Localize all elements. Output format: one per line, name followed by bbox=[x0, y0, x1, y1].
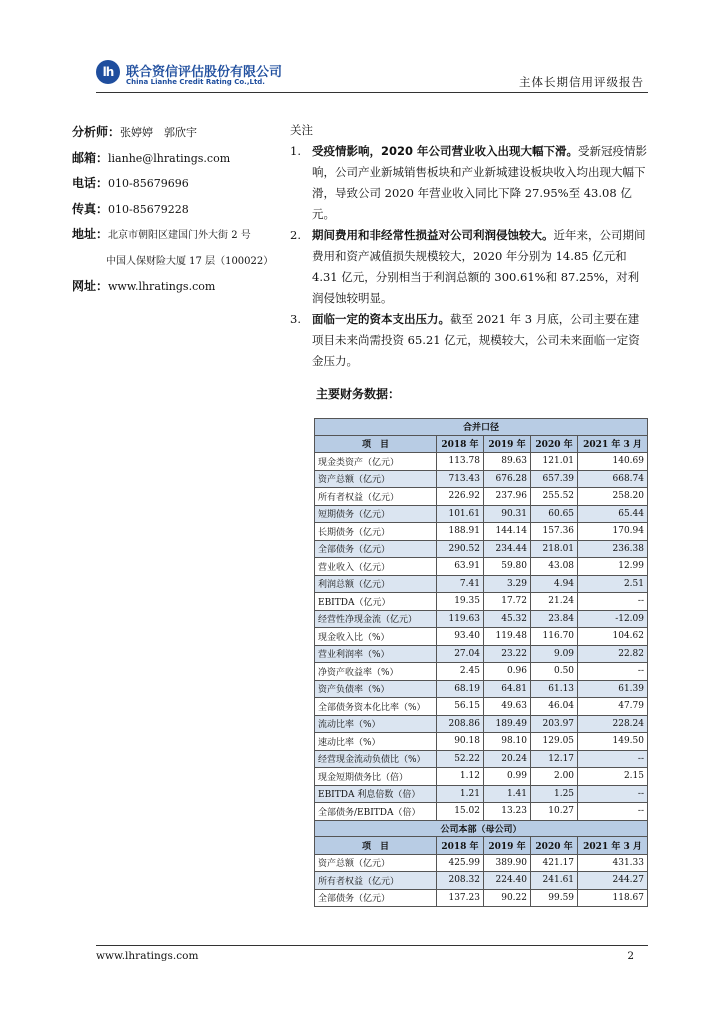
row-label: EBITDA 利息倍数（倍） bbox=[315, 785, 437, 803]
cell-value: -- bbox=[578, 593, 648, 611]
cell-value: 116.70 bbox=[531, 628, 578, 646]
cell-value: 425.99 bbox=[436, 854, 483, 872]
phone-value: 010-85679696 bbox=[108, 177, 189, 190]
table-row bbox=[315, 628, 648, 646]
cell-value: 0.96 bbox=[483, 663, 530, 681]
consolidated-label: 合并口径 bbox=[315, 419, 648, 436]
website-value: www.lhratings.com bbox=[108, 280, 216, 293]
cell-value: 241.61 bbox=[531, 872, 578, 890]
cell-value: 68.19 bbox=[436, 680, 483, 698]
row-label: 所有者权益（亿元） bbox=[315, 488, 437, 506]
table-row bbox=[315, 768, 648, 786]
cell-value: 61.13 bbox=[531, 680, 578, 698]
financial-title: 主要财务数据： bbox=[316, 387, 401, 401]
footer-website: www.lhratings.com bbox=[96, 950, 199, 962]
cell-value: 668.74 bbox=[578, 470, 648, 488]
cell-value: 1.21 bbox=[436, 785, 483, 803]
cell-value: 101.61 bbox=[436, 505, 483, 523]
page-header bbox=[96, 58, 648, 93]
cell-value: 9.09 bbox=[531, 645, 578, 663]
cell-value: 208.86 bbox=[436, 715, 483, 733]
cell-value: 15.02 bbox=[436, 803, 483, 821]
cell-value: 1.41 bbox=[483, 785, 530, 803]
cell-value: 90.31 bbox=[483, 505, 530, 523]
cell-value: 157.36 bbox=[531, 523, 578, 541]
phone-row: 电话：010-85679696 bbox=[72, 176, 189, 190]
report-type: 主体长期信用评级报告 bbox=[519, 75, 644, 89]
row-label: 现金类资产（亿元） bbox=[315, 453, 437, 471]
cell-value: 0.99 bbox=[483, 768, 530, 786]
table-row bbox=[315, 470, 648, 488]
cell-value: -- bbox=[578, 750, 648, 768]
cell-value: 64.81 bbox=[483, 680, 530, 698]
focus-item: 1. 受疫情影响，2020 年公司营业收入出现大幅下滑。受新冠疫情影响，公司产业新城销售板块和产业新城建设板块收入均出现大幅下滑，导致公司 2020 年营业收入同比下降 27.95%至 43.08 亿元。 bbox=[290, 144, 648, 221]
row-label: 全部债务（亿元） bbox=[315, 540, 437, 558]
company-logo-icon: lh bbox=[96, 60, 120, 84]
cell-value: 52.22 bbox=[436, 750, 483, 768]
cell-value: 149.50 bbox=[578, 733, 648, 751]
cell-value: 657.39 bbox=[531, 470, 578, 488]
cell-value: 13.23 bbox=[483, 803, 530, 821]
table-row bbox=[315, 750, 648, 768]
row-label: 全部债务（亿元） bbox=[315, 889, 437, 907]
contact-block bbox=[72, 120, 292, 300]
cell-value: 65.44 bbox=[578, 505, 648, 523]
row-label: EBITDA（亿元） bbox=[315, 593, 437, 611]
cell-value: 144.14 bbox=[483, 523, 530, 541]
table-row bbox=[315, 680, 648, 698]
cell-value: 258.20 bbox=[578, 488, 648, 506]
row-label: 经营现金流动负债比（%） bbox=[315, 750, 437, 768]
cell-value: 208.32 bbox=[436, 872, 483, 890]
cell-value: 21.24 bbox=[531, 593, 578, 611]
row-label: 资产总额（亿元） bbox=[315, 470, 437, 488]
cell-value: -12.09 bbox=[578, 610, 648, 628]
cell-value: 129.05 bbox=[531, 733, 578, 751]
cell-value: 49.63 bbox=[483, 698, 530, 716]
focus-heading: 关注 bbox=[290, 123, 313, 137]
table-row bbox=[315, 785, 648, 803]
row-label: 净资产收益率（%） bbox=[315, 663, 437, 681]
website-row: 网址：www.lhratings.com bbox=[72, 279, 216, 293]
cell-value: 23.22 bbox=[483, 645, 530, 663]
cell-value: 61.39 bbox=[578, 680, 648, 698]
cell-value: 23.84 bbox=[531, 610, 578, 628]
table-row bbox=[315, 645, 648, 663]
cell-value: 27.04 bbox=[436, 645, 483, 663]
table-row bbox=[315, 453, 648, 471]
company-name-cn: 联合资信评估股份有限公司 bbox=[126, 65, 283, 80]
row-label: 流动比率（%） bbox=[315, 715, 437, 733]
cell-value: 3.29 bbox=[483, 575, 530, 593]
cell-value: 59.80 bbox=[483, 558, 530, 576]
table-row bbox=[315, 488, 648, 506]
row-label: 速动比率（%） bbox=[315, 733, 437, 751]
financial-table bbox=[314, 418, 648, 907]
table-row bbox=[315, 889, 648, 907]
cell-value: 237.96 bbox=[483, 488, 530, 506]
cell-value: -- bbox=[578, 663, 648, 681]
cell-value: 63.91 bbox=[436, 558, 483, 576]
cell-value: -- bbox=[578, 785, 648, 803]
cell-value: 170.94 bbox=[578, 523, 648, 541]
cell-value: 2.45 bbox=[436, 663, 483, 681]
fax-row: 传真：010-85679228 bbox=[72, 201, 189, 216]
cell-value: 60.65 bbox=[531, 505, 578, 523]
cell-value: 431.33 bbox=[578, 854, 648, 872]
cell-value: 46.04 bbox=[531, 698, 578, 716]
page-number: 2 bbox=[627, 950, 634, 962]
table-row bbox=[315, 663, 648, 681]
cell-value: 389.90 bbox=[483, 854, 530, 872]
cell-value: 99.59 bbox=[531, 889, 578, 907]
cell-value: 7.41 bbox=[436, 575, 483, 593]
cell-value: 12.99 bbox=[578, 558, 648, 576]
row-label: 全部债务/EBITDA（倍） bbox=[315, 803, 437, 821]
cell-value: 47.79 bbox=[578, 698, 648, 716]
cell-value: 104.62 bbox=[578, 628, 648, 646]
page-footer bbox=[96, 945, 648, 962]
table-row bbox=[315, 558, 648, 576]
cell-value: -- bbox=[578, 803, 648, 821]
cell-value: 12.17 bbox=[531, 750, 578, 768]
cell-value: 118.67 bbox=[578, 889, 648, 907]
table-row bbox=[315, 715, 648, 733]
address-line2: 中国人保财险大厦 17 层（100022） bbox=[106, 255, 274, 267]
cell-value: 20.24 bbox=[483, 750, 530, 768]
row-label: 所有者权益（亿元） bbox=[315, 872, 437, 890]
cell-value: 137.23 bbox=[436, 889, 483, 907]
row-label: 利润总额（亿元） bbox=[315, 575, 437, 593]
cell-value: 17.72 bbox=[483, 593, 530, 611]
cell-value: 228.24 bbox=[578, 715, 648, 733]
cell-value: 45.32 bbox=[483, 610, 530, 628]
cell-value: 19.35 bbox=[436, 593, 483, 611]
table-row bbox=[315, 575, 648, 593]
cell-value: 676.28 bbox=[483, 470, 530, 488]
table-row bbox=[315, 610, 648, 628]
row-label: 全部债务资本化比率（%） bbox=[315, 698, 437, 716]
analyst-value: 张婷婷 郭欣宇 bbox=[120, 126, 198, 139]
cell-value: 421.17 bbox=[531, 854, 578, 872]
cell-value: 89.63 bbox=[483, 453, 530, 471]
cell-value: 43.08 bbox=[531, 558, 578, 576]
cell-value: 0.50 bbox=[531, 663, 578, 681]
email-value: lianhe@lhratings.com bbox=[108, 151, 231, 165]
fax-value: 010-85679228 bbox=[108, 202, 189, 216]
company-name-en: China Lianhe Credit Rating Co.,Ltd. bbox=[126, 78, 265, 86]
cell-value: 1.12 bbox=[436, 768, 483, 786]
cell-value: 119.63 bbox=[436, 610, 483, 628]
cell-value: 56.15 bbox=[436, 698, 483, 716]
cell-value: 2.00 bbox=[531, 768, 578, 786]
row-label: 营业利润率（%） bbox=[315, 645, 437, 663]
cell-value: 2.51 bbox=[578, 575, 648, 593]
row-label: 资产总额（亿元） bbox=[315, 854, 437, 872]
cell-value: 218.01 bbox=[531, 540, 578, 558]
row-label: 长期债务（亿元） bbox=[315, 523, 437, 541]
cell-value: 90.22 bbox=[483, 889, 530, 907]
cell-value: 226.92 bbox=[436, 488, 483, 506]
cell-value: 10.27 bbox=[531, 803, 578, 821]
cell-value: 121.01 bbox=[531, 453, 578, 471]
table-header-row: 项 目 2018 年 2019 年 2020 年 2021 年 3 月 bbox=[315, 837, 648, 855]
cell-value: 234.44 bbox=[483, 540, 530, 558]
table-row bbox=[315, 698, 648, 716]
row-label: 资产负债率（%） bbox=[315, 680, 437, 698]
table-row bbox=[315, 872, 648, 890]
table-row bbox=[315, 505, 648, 523]
table-row bbox=[315, 540, 648, 558]
cell-value: 113.78 bbox=[436, 453, 483, 471]
row-label: 短期债务（亿元） bbox=[315, 505, 437, 523]
cell-value: 290.52 bbox=[436, 540, 483, 558]
cell-value: 713.43 bbox=[436, 470, 483, 488]
table-row bbox=[315, 803, 648, 821]
table-header-row: 项 目 2018 年 2019 年 2020 年 2021 年 3 月 bbox=[315, 435, 648, 453]
row-label: 现金收入比（%） bbox=[315, 628, 437, 646]
cell-value: 98.10 bbox=[483, 733, 530, 751]
row-label: 营业收入（亿元） bbox=[315, 558, 437, 576]
cell-value: 255.52 bbox=[531, 488, 578, 506]
table-row bbox=[315, 593, 648, 611]
cell-value: 93.40 bbox=[436, 628, 483, 646]
cell-value: 1.25 bbox=[531, 785, 578, 803]
cell-value: 22.82 bbox=[578, 645, 648, 663]
cell-value: 203.97 bbox=[531, 715, 578, 733]
email-row: 邮箱：lianhe@lhratings.com bbox=[72, 150, 231, 165]
cell-value: 119.48 bbox=[483, 628, 530, 646]
address-row: 地址：北京市朝阳区建国门外大街 2 号 bbox=[72, 227, 251, 241]
focus-item: 2. 期间费用和非经常性损益对公司利润侵蚀较大。近年来，公司期间费用和资产减值损失规模较大，2020 年分别为 14.85 亿元和 4.31 亿元，分别相当于利润总额的 300.61%和 87.25%，对利润侵蚀较明显。 bbox=[290, 228, 646, 305]
cell-value: 188.91 bbox=[436, 523, 483, 541]
cell-value: 4.94 bbox=[531, 575, 578, 593]
cell-value: 90.18 bbox=[436, 733, 483, 751]
cell-value: 224.40 bbox=[483, 872, 530, 890]
address-line1: 北京市朝阳区建国门外大街 2 号 bbox=[108, 230, 251, 241]
cell-value: 189.49 bbox=[483, 715, 530, 733]
table-row bbox=[315, 733, 648, 751]
table-row bbox=[315, 854, 648, 872]
cell-value: 2.15 bbox=[578, 768, 648, 786]
parent-label: 公司本部（母公司） bbox=[315, 820, 648, 837]
cell-value: 244.27 bbox=[578, 872, 648, 890]
analyst-row: 分析师：张婷婷 郭欣宇 bbox=[72, 125, 198, 139]
row-label: 现金短期债务比（倍） bbox=[315, 768, 437, 786]
cell-value: 140.69 bbox=[578, 453, 648, 471]
table-row bbox=[315, 523, 648, 541]
focus-item: 3. 面临一定的资本支出压力。截至 2021 年 3 月底，公司主要在建项目未来尚需投资 65.21 亿元，规模较大，公司未来面临一定资金压力。 bbox=[290, 312, 640, 368]
focus-section bbox=[290, 120, 650, 372]
cell-value: 236.38 bbox=[578, 540, 648, 558]
row-label: 经营性净现金流（亿元） bbox=[315, 610, 437, 628]
